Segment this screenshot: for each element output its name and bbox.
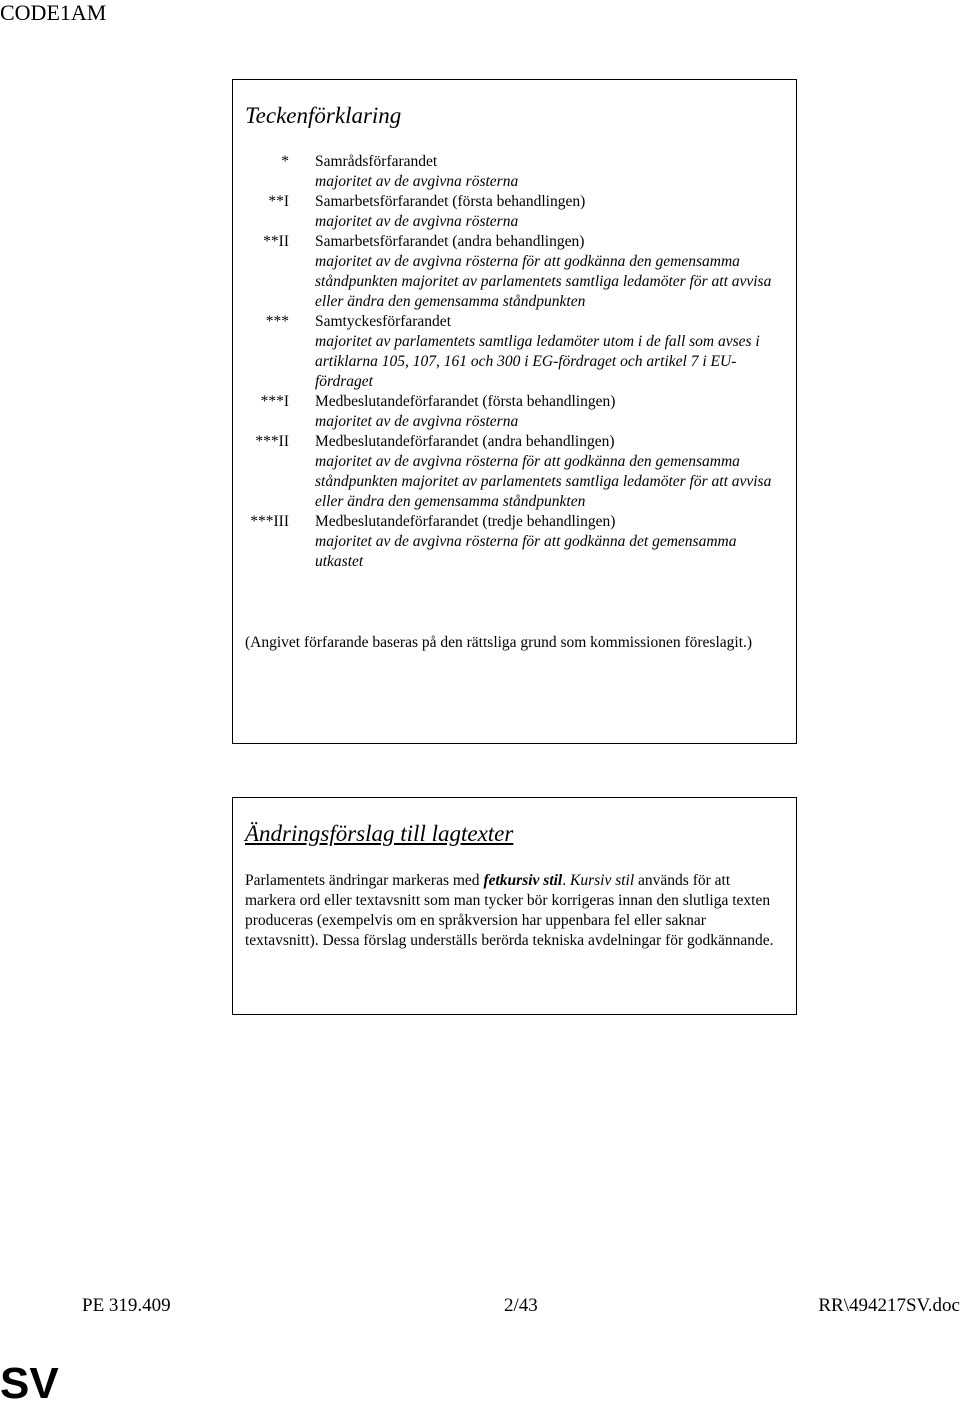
majority-rule: majoritet av de avgivna rösterna för att godkänna den gemensamma ståndpunkten majoritet av parlamentets samtliga ledamöter för att avvisa eller ändra den gemensamma ståndpunkten xyxy=(315,453,772,510)
legend-symbol: ***III xyxy=(250,513,289,530)
legend-item xyxy=(233,152,796,192)
italic-term: Kursiv stil xyxy=(569,872,635,889)
majority-rule: majoritet av de avgivna rösterna xyxy=(315,213,519,230)
legend-item xyxy=(233,392,796,432)
legend-box xyxy=(232,79,797,744)
legend-item xyxy=(233,432,796,512)
language-code: SV xyxy=(0,1359,59,1408)
bold-italic-term: fetkursiv stil xyxy=(483,872,563,889)
amendments-text xyxy=(245,871,783,951)
procedure-name: Medbeslutandeförfarandet (tredje behandlingen) xyxy=(315,513,616,530)
legend-list xyxy=(233,152,796,572)
legend-item xyxy=(233,312,796,392)
legend-item xyxy=(233,232,796,312)
majority-rule: majoritet av de avgivna rösterna för att godkänna det gemensamma utkastet xyxy=(315,533,737,570)
majority-rule: majoritet av de avgivna rösterna xyxy=(315,173,519,190)
legend-item xyxy=(233,192,796,232)
legal-basis-note: (Angivet förfarande baseras på den rättsliga grund som kommissionen föreslagit.) xyxy=(245,634,753,651)
footer-page-number: 2/43 xyxy=(504,1295,538,1316)
legend-symbol: * xyxy=(281,153,289,170)
procedure-name: Medbeslutandeförfarandet (första behandlingen) xyxy=(315,393,616,410)
footer-filename: RR\494217SV.doc xyxy=(818,1295,960,1316)
legend-symbol: *** xyxy=(265,313,289,330)
document-code: CODE1AM xyxy=(0,0,107,25)
majority-rule: majoritet av parlamentets samtliga ledamöter utom i de fall som avses i artiklarna 105, 107, 161 och 300 i EG-fördraget och artikel 7 i EU-fördraget xyxy=(315,333,760,390)
procedure-name: Medbeslutandeförfarandet (andra behandlingen) xyxy=(315,433,615,450)
amendments-text-part2: . xyxy=(562,872,570,889)
legend-symbol: **I xyxy=(268,193,289,210)
procedure-name: Samarbetsförfarandet (andra behandlingen) xyxy=(315,233,585,250)
procedure-name: Samrådsförfarandet xyxy=(315,153,438,170)
footer-reference: PE 319.409 xyxy=(82,1295,171,1316)
legend-symbol: ***II xyxy=(255,433,289,450)
legend-title: Teckenförklaring xyxy=(245,103,402,128)
amendments-box xyxy=(232,797,797,1015)
legend-symbol: ***I xyxy=(260,393,289,410)
procedure-name: Samtyckesförfarandet xyxy=(315,313,451,330)
majority-rule: majoritet av de avgivna rösterna för att godkänna den gemensamma ståndpunkten majoritet av parlamentets samtliga ledamöter för att avvisa eller ändra den gemensamma ståndpunkten xyxy=(315,253,772,310)
legend-symbol: **II xyxy=(263,233,289,250)
procedure-name: Samarbetsförfarandet (första behandlingen) xyxy=(315,193,586,210)
amendments-text-part3: används för att markera ord eller textavsnitt som man tycker bör korrigeras innan den slutliga texten produceras (exempelvis om en språkversion har uppenbara fel eller saknar textavsnitt). Dessa förslag underställs berörda tekniska avdelningar för godkännande. xyxy=(245,872,774,949)
legend-item xyxy=(233,512,796,572)
amendments-text-part1: Parlamentets ändringar markeras med xyxy=(245,872,484,889)
majority-rule: majoritet av de avgivna rösterna xyxy=(315,413,519,430)
amendments-title: Ändringsförslag till lagtexter xyxy=(245,821,514,846)
